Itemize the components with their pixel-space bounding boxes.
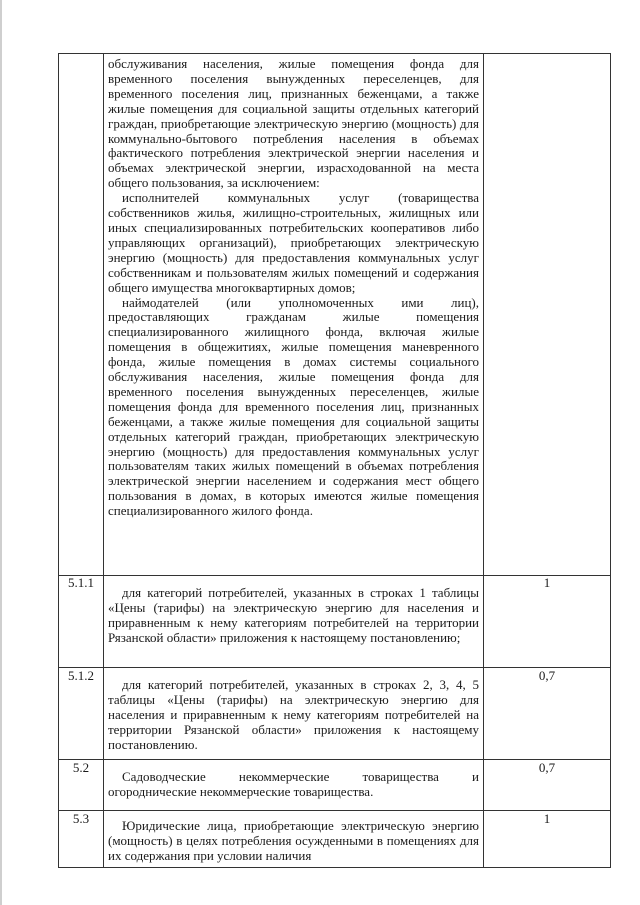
row-description: [104, 54, 484, 576]
paragraph: для категорий потребителей, указанных в строках 1 таблицы «Цены (тарифы) на электрическую энергию для населения и приравненным к нему категориям потребителей на территории Рязанской области» приложения к настоящему постановлению;: [108, 585, 479, 645]
row-number: 5.3: [59, 811, 104, 868]
row-number: 5.1.2: [59, 668, 104, 760]
row-description: [104, 668, 484, 760]
table-row: [59, 760, 611, 811]
row-number: 5.1.1: [59, 576, 104, 668]
table-row: [59, 54, 611, 576]
table-row: [59, 668, 611, 760]
paragraph: обслуживания населения, жилые помещения фонда для временного поселения вынужденных переселенцев, для временного поселения лиц, признанных беженцами, а также жилые помещения для социальной защиты отдельных категорий граждан, приобретающие электрическую энергию (мощность) для коммунально-бытового потребления населения в объемах фактического потребления электрической энергии населения и объемах электрической энергии, израсходованной на места общего пользования, за исключением:: [108, 56, 479, 191]
paragraph: исполнителей коммунальных услуг (товарищества собственников жилья, жилищно-строительных, жилищных или иных специализированных потребительских кооперативов либо управляющих организаций), приобретающих электрическую энергию (мощность) для предоставления коммунальных услуг собственникам и пользователям жилых помещений и содержания общего имущества многоквартирных домов;: [108, 190, 479, 295]
paragraph: для категорий потребителей, указанных в строках 2, 3, 4, 5 таблицы «Цены (тарифы) на электрическую энергию для населения и приравненным к нему категориям потребителей на территории Рязанской области» приложения к настоящему постановлению.: [108, 677, 479, 752]
row-value: 0,7: [484, 760, 611, 811]
table-row: [59, 811, 611, 868]
row-value: [484, 54, 611, 576]
coefficients-table: [58, 53, 611, 868]
row-number: 5.2: [59, 760, 104, 811]
row-value: 1: [484, 576, 611, 668]
paragraph: наймодателей (или уполномоченных ими лиц), предоставляющих гражданам жилые помещения специализированного жилищного фонда, включая жилые помещения в общежитиях, жилые помещения маневренного фонда, жилые помещения в домах системы социального обслуживания населения, жилые помещения фонда для временного поселения вынужденных переселенцев, жилые помещения фонда для временного поселения лиц, признанных беженцами, а также жилые помещения для социальной защиты отдельных категорий граждан, приобретающих электрическую энергию (мощность) для предоставления коммунальных услуг пользователям таких жилых помещений в объемах потребления электрической энергии населением и содержания мест общего пользования в домах, в которых имеются жилые помещения специализированного жилого фонда.: [108, 294, 479, 519]
paragraph: Юридические лица, приобретающие электрическую энергию (мощность) в целях потребления осужденными в помещениях для их содержания при условии наличия: [108, 818, 479, 863]
scan-edge: [0, 0, 2, 905]
row-description: [104, 576, 484, 668]
row-description: [104, 811, 484, 868]
row-number: [59, 54, 104, 576]
row-value: 1: [484, 811, 611, 868]
table-row: [59, 576, 611, 668]
row-value: 0,7: [484, 668, 611, 760]
paragraph: Садоводческие некоммерческие товарищества и огороднические некоммерческие товарищества.: [108, 769, 479, 799]
row-description: [104, 760, 484, 811]
